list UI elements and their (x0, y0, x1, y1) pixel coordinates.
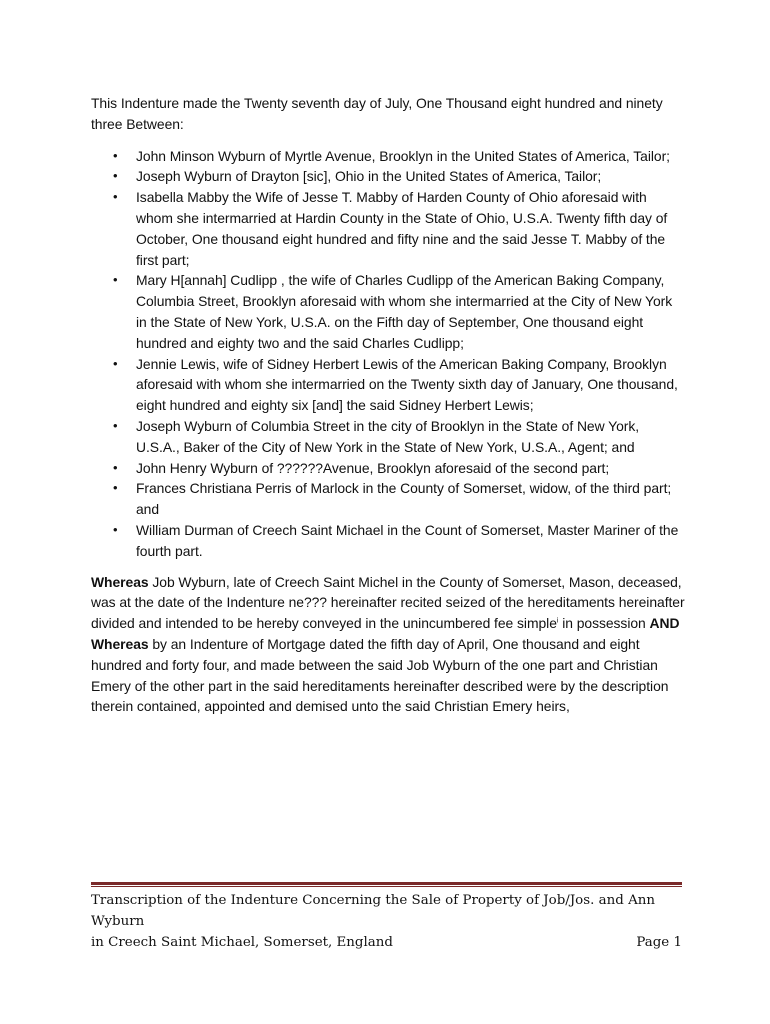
party-text: Isabella Mabby the Wife of Jesse T. Mabby of Harden County of Ohio aforesaid with whom she intermarried at Hardin County in the State of Ohio, U.S.A. Twenty fifth day of October, One thousand eight hundred and fifty nine and the said Jesse T. Mabby of the first part; (136, 189, 668, 268)
party-text: John Minson Wyburn of Myrtle Avenue, Brooklyn in the United States of America, Tailor; (136, 147, 670, 164)
bullet-icon: • (113, 168, 118, 184)
party-text: John Henry Wyburn of ??????Avenue, Brooklyn aforesaid of the second part; (136, 459, 610, 476)
footer-line2 (91, 932, 682, 953)
bullet-icon: • (113, 417, 118, 433)
list-item (91, 146, 685, 167)
list-item (91, 520, 685, 562)
parties-list (91, 146, 685, 562)
and-whereas-bold: AND Whereas (91, 615, 680, 652)
party-text: William Durman of Creech Saint Michael in the Count of Somerset, Master Mariner of the fourth part. (136, 521, 679, 559)
footer-title-line2: in Creech Saint Michael, Somerset, England (91, 935, 393, 950)
whereas-text-2: in possession (558, 615, 650, 632)
whereas-lead: Whereas (91, 573, 149, 590)
whereas-text-1: Job Wyburn, late of Creech Saint Michel in the County of Somerset, Mason, deceased, was at the date of the Indenture ne??? hereinafter recited seized of the hereditaments hereinafter divided and intended to be hereby conveyed in the unincumbered fee simple (91, 573, 685, 632)
bullet-icon: • (113, 521, 118, 537)
party-text: Frances Christiana Perris of Marlock in the County of Somerset, widow, of the third part; and (136, 480, 672, 518)
party-text: Joseph Wyburn of Drayton [sic], Ohio in the United States of America, Tailor; (136, 168, 602, 185)
list-item (91, 270, 685, 353)
footer-divider (91, 882, 682, 888)
endnote-reference[interactable]: i (556, 617, 559, 625)
list-item (91, 354, 685, 416)
document-body (91, 93, 685, 717)
whereas-text-3: by an Indenture of Mortgage dated the fifth day of April, One thousand and eight hundred and forty four, and made between the said Job Wyburn of the one part and Christian Emery of the other part in the said hereditaments hereinafter described were by the description therein contained, appointed and demised unto the said Christian Emery heirs, (91, 635, 669, 715)
party-text: Mary H[annah] Cudlipp , the wife of Charles Cudlipp of the American Baking Company, Columbia Street, Brooklyn aforesaid with whom she intermarried at the City of New York in the State of New York, U.S.A. on the Fifth day of September, One thousand eight hundred and eighty two and the said Charles Cudlipp; (136, 272, 673, 351)
bullet-icon: • (113, 355, 118, 371)
list-item (91, 166, 685, 187)
bullet-icon: • (113, 480, 118, 496)
footer-title-line1: Transcription of the Indenture Concerning the Sale of Property of Job/Jos. and Ann Wyburn (91, 893, 655, 929)
bullet-icon: • (113, 147, 118, 163)
whereas-paragraph (91, 572, 685, 718)
bullet-icon: • (113, 189, 118, 205)
list-item (91, 458, 685, 479)
list-item (91, 187, 685, 270)
page-number: Page 1 (636, 935, 682, 950)
footer-divider-thick (91, 882, 682, 885)
intro-paragraph: This Indenture made the Twenty seventh day of July, One Thousand eight hundred and ninety three Between: (91, 95, 663, 132)
bullet-icon: • (113, 272, 118, 288)
bullet-icon: • (113, 459, 118, 475)
list-item (91, 416, 685, 458)
list-item (91, 478, 685, 520)
party-text: Jennie Lewis, wife of Sidney Herbert Lewis of the American Baking Company, Brooklyn aforesaid with whom she intermarried on the Twenty sixth day of January, One thousand, eight hundred and eighty six [and] the said Sidney Herbert Lewis; (136, 355, 678, 414)
footer-divider-thin (91, 886, 682, 887)
party-text: Joseph Wyburn of Columbia Street in the city of Brooklyn in the State of New York, U.S.A., Baker of the City of New York in the State of New York, U.S.A., Agent; and (136, 417, 640, 455)
page-footer (91, 890, 682, 953)
